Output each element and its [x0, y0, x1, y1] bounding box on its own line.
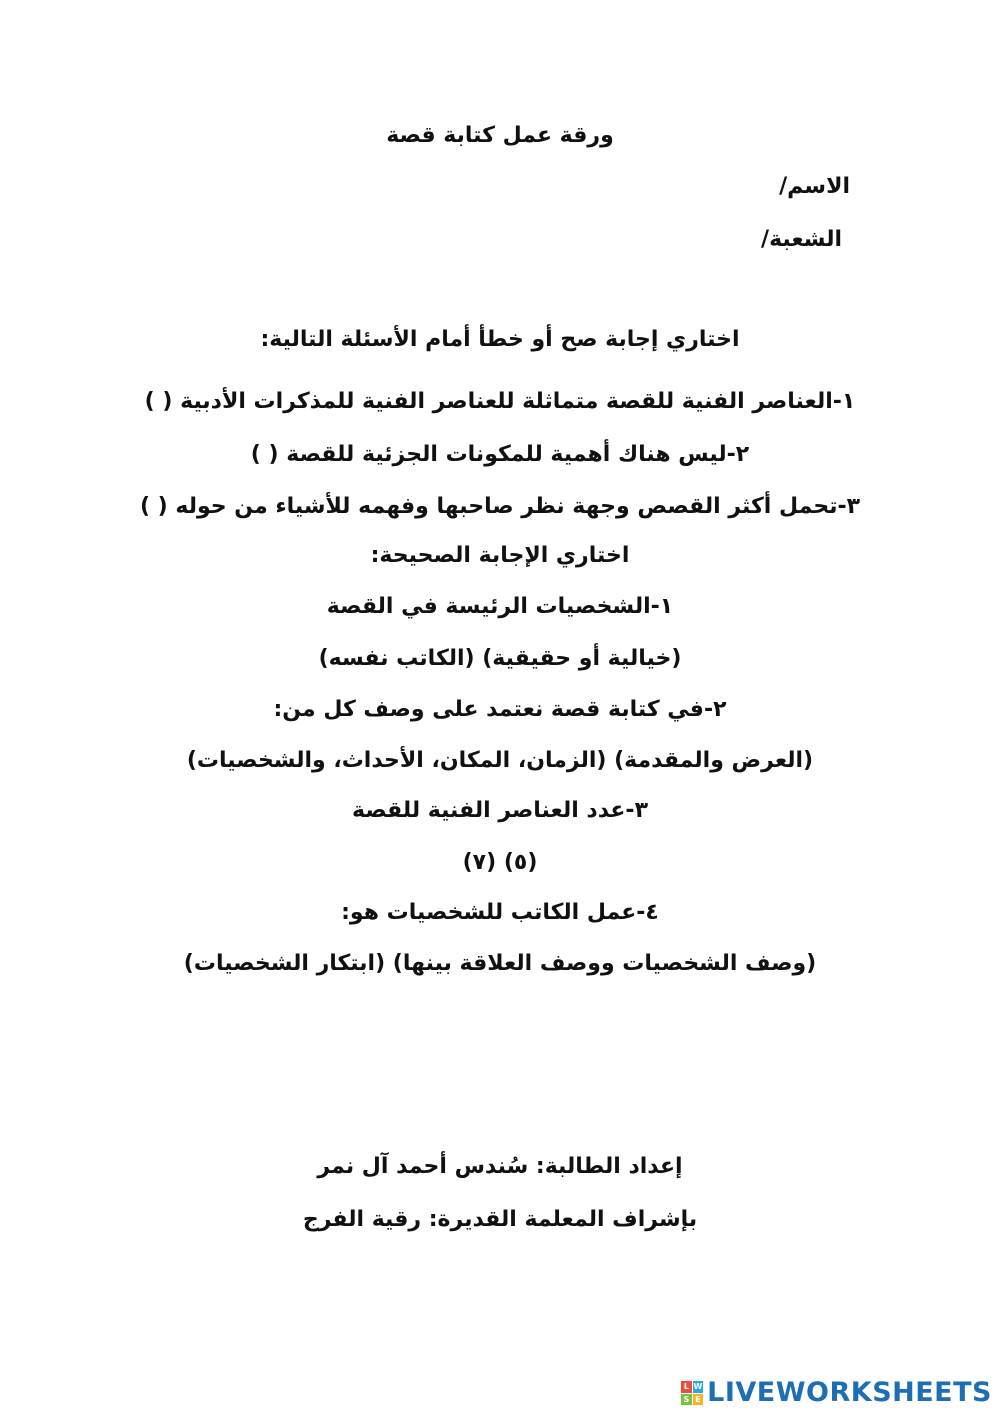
mc-options-3: (٥) (٧)	[462, 850, 538, 875]
true-false-instruction: اختاري إجابة صح أو خطأ أمام الأسئلة التالية:	[260, 327, 740, 352]
mc-question-1: ١-الشخصيات الرئيسة في القصة	[326, 594, 674, 619]
liveworksheets-logo	[681, 1376, 992, 1410]
liveworksheets-badge-icon	[681, 1381, 703, 1405]
mc-question-4: ٤-عمل الكاتب للشخصيات هو:	[341, 900, 659, 925]
badge-letter-2: W	[693, 1382, 703, 1391]
supervised-by: بإشراف المعلمة القديرة: رقية الفرج	[302, 1207, 698, 1232]
badge-letter-4: E	[693, 1394, 704, 1406]
prepared-by: إعداد الطالبة: سُندس أحمد آل نمر	[317, 1154, 683, 1179]
worksheet-title: ورقة عمل كتابة قصة	[386, 123, 614, 148]
section-field-label: الشعبة/	[761, 227, 842, 252]
true-false-question-2: ٢-ليس هناك أهمية للمكونات الجزئية للقصة ( )	[250, 442, 750, 467]
mc-options-2: (العرض والمقدمة) (الزمان، المكان، الأحداث، والشخصيات)	[186, 748, 814, 773]
mc-question-3: ٣-عدد العناصر الفنية للقصة	[351, 798, 648, 823]
mc-options-4: (وصف الشخصيات ووصف العلاقة بينها) (ابتكار الشخصيات)	[183, 951, 817, 976]
name-field-label: الاسم/	[779, 174, 850, 199]
mc-options-1: (خيالية أو حقيقية) (الكاتب نفسه)	[318, 646, 682, 671]
badge-letter-3: S	[681, 1394, 692, 1406]
badge-letter-1: L	[681, 1381, 692, 1393]
multiple-choice-instruction: اختاري الإجابة الصحيحة:	[370, 543, 630, 568]
liveworksheets-brand-text: LIVEWORKSHEETS	[707, 1377, 992, 1408]
true-false-question-1: ١-العناصر الفنية للقصة متماثلة للعناصر الفنية للمذكرات الأدبية ( )	[144, 389, 856, 414]
true-false-question-3: ٣-تحمل أكثر القصص وجهة نظر صاحبها وفهمه للأشياء من حوله ( )	[139, 494, 861, 519]
mc-question-2: ٢-في كتابة قصة نعتمد على وصف كل من:	[273, 697, 727, 722]
